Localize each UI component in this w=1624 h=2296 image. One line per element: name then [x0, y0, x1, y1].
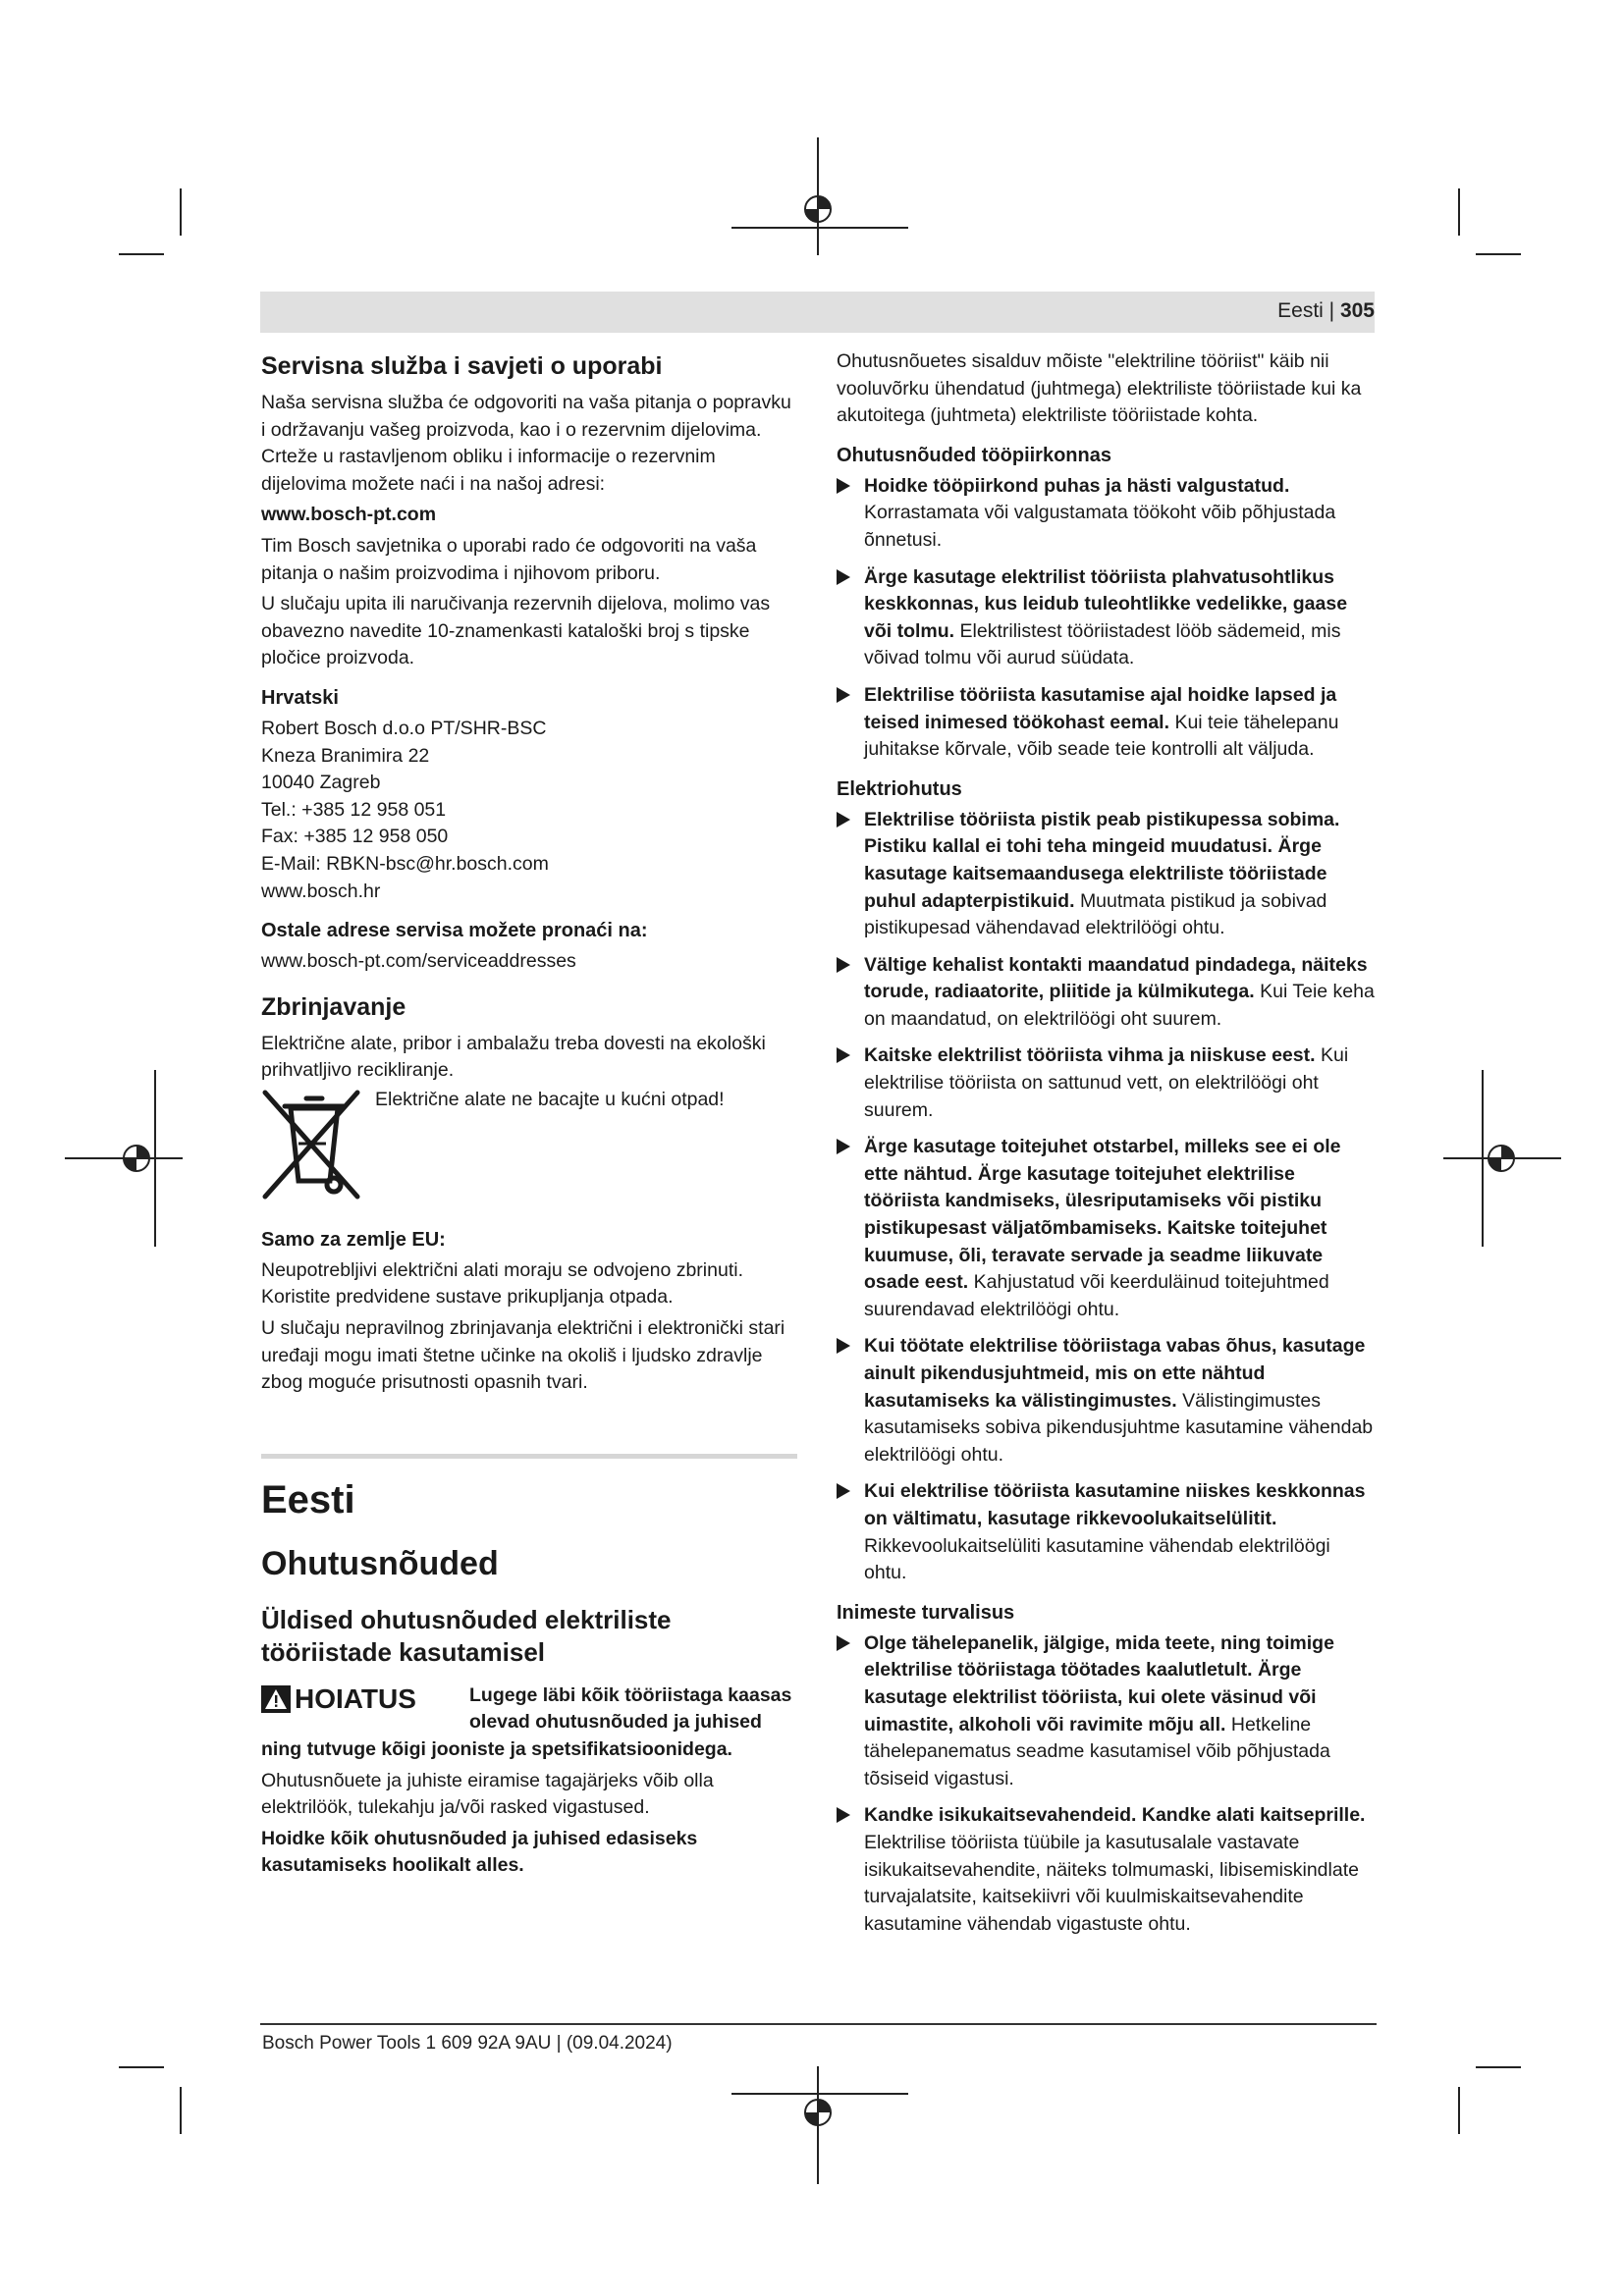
item-bold: Olge tähelepanelik, jälgige, mida teete, ning toimige elektrilise tööriistaga töötades kaalutletult. Ärge kasutage elektrilist tööriista, kui olete väsinud või uimastite, alkoholi või ravimite mõju all.	[864, 1631, 1334, 1735]
list-item	[837, 1478, 1375, 1586]
item-bold: Kandke isikukaitsevahendeid. Kandke alati kaitseprille.	[864, 1804, 1366, 1827]
item-bold: Ärge kasutage toitejuhet otstarbel, milleks see ei ole ette nähtud. Ärge kasutage toitejuhet elektrilise tööriista kandmiseks, ülesriputamiseks või pistiku pistikupesast väljatõmbamiseks. Kaitske toitejuhet kuumuse, õli, teravate servade ja seadme liikuvate osade eest.	[864, 1136, 1341, 1294]
footer-rule	[260, 2023, 1377, 2025]
item-bold: Kui elektrilise tööriista kasutamine niiskes keskkonnas on vältimatu, kasutage rikkevoolukaitselülitit.	[864, 1480, 1366, 1529]
item-bold: Elektrilise tööriista pistik peab pistikupessa sobima. Pistiku kallal ei tohi teha mingeid muudatusi. Ärge kasutage kaitsemaandusega elektriliste tööriistade puhul adapterpistikuid.	[864, 808, 1340, 912]
weee-text: Električne alate ne bacajte u kućni otpad!	[375, 1088, 725, 1110]
header-language: Eesti	[1277, 299, 1324, 322]
disposal-paragraph: Električne alate, pribor i ambalažu treba dovesti na ekološki prihvatljivo recikliranje.	[261, 1032, 766, 1082]
crop-mark	[1458, 2087, 1460, 2134]
work-area-list	[837, 473, 1375, 764]
item-text: Kui elektrilise tööriista on sattunud vett, on elektrilöögi oht suurem.	[864, 1044, 1349, 1121]
list-item	[837, 807, 1375, 942]
eu-paragraph: U slučaju nepravilnog zbrinjavanja električni i elektronički stari uređaji mogu imati štetne učinke na okoliš i ljudsko zdravlje zbog mogućе prisutnosti opasnih tvari.	[261, 1317, 785, 1394]
left-column	[261, 348, 797, 1884]
crop-mark	[1476, 2066, 1521, 2068]
item-bold: Kui töötate elektrilise tööriistaga vabas õhus, kasutage ainult pikendusjuhtmeid, mis on ette nähtud kasutamiseks ka välistingimustes.	[864, 1335, 1366, 1412]
service-title: Servisna služba i savjeti o uporabi	[261, 352, 663, 380]
bullet-triangle-icon	[837, 1483, 850, 1499]
electric-safety-list	[837, 807, 1375, 1587]
bullet-triangle-icon	[837, 1338, 850, 1354]
item-bold: Ärge kasutage elektrilist tööriista plahvatusohtlikus keskkonnas, kus leidub tuleohtlikke vedelikke, gaase või tolmu.	[864, 565, 1348, 642]
service-addresses-link[interactable]: www.bosch-pt.com/serviceaddresses	[261, 950, 576, 973]
item-text: Hetkeline tähelepanematus seadme kasutamisel võib põhjustada tõsiseid vigastusi.	[864, 1713, 1330, 1789]
bullet-triangle-icon	[837, 1635, 850, 1651]
page-header-bar	[260, 292, 1375, 333]
list-item	[837, 952, 1375, 1034]
address-line: Tel.: +385 12 958 051	[261, 798, 447, 821]
item-text: Muutmata pistikud ja sobivad pistikupesad vähendavad elektrilöögi ohtu.	[864, 889, 1327, 939]
crop-mark	[119, 2066, 164, 2068]
registration-mark-icon	[65, 1070, 183, 1247]
address-country: Hrvatski	[261, 686, 339, 709]
bullet-triangle-icon	[837, 478, 850, 494]
registration-mark-icon	[1443, 1070, 1561, 1247]
bullet-triangle-icon	[837, 957, 850, 973]
registration-mark-icon	[731, 2066, 908, 2184]
disposal-title: Zbrinjavanje	[261, 992, 406, 1021]
language-title: Eesti	[261, 1477, 355, 1522]
bullet-triangle-icon	[837, 1047, 850, 1063]
website-link[interactable]: www.bosch.hr	[261, 880, 381, 902]
safety-title: Ohutusnõuded	[261, 1544, 499, 1582]
address-line: Fax: +385 12 958 050	[261, 826, 449, 848]
item-text: Kui teie tähelepanu juhitakse kõrvale, võib seade teie kontrolli alt väljuda.	[864, 711, 1339, 761]
page-header: Eesti | 305	[1277, 299, 1375, 322]
item-text: Välistingimustes kasutamiseks sobiva pikendusjuhtme kasutamine vähendab elektrilöögi ohtu.	[864, 1389, 1374, 1466]
crop-mark	[180, 188, 182, 236]
item-bold: Kaitske elektrilist tööriista vihma ja niiskuse eest.	[864, 1044, 1316, 1067]
section-divider	[261, 1454, 797, 1459]
list-item	[837, 564, 1375, 672]
warning-label-text: HOIATUS	[295, 1682, 416, 1714]
item-text: Korrastamata või valgustamata töökoht võib põhjustada õnnetusi.	[864, 502, 1336, 551]
warning-bold-continuation: ning tutvuge kõigi jooniste ja spetsifikatsioonidega.	[261, 1738, 732, 1761]
item-text: Rikkevoolukaitselüliti kasutamine vähendab elektrilöögi ohtu.	[864, 1534, 1330, 1584]
list-item	[837, 1333, 1375, 1468]
list-item	[837, 1802, 1375, 1938]
crop-mark	[1458, 188, 1460, 236]
bullet-triangle-icon	[837, 569, 850, 585]
item-text: Elektrilise tööriista tüübile ja kasutusalale vastavate isikukaitsevahendite, näiteks tolmumaski, libisemiskindlate turvajalatsite, kaitsekiivri või kuulmiskaitsevahendite kasutamine vähendab vigastuste ohtu.	[864, 1831, 1359, 1935]
crop-mark	[180, 2087, 182, 2134]
eu-title: Samo za zemlje EU:	[261, 1228, 446, 1251]
list-item	[837, 1042, 1375, 1124]
bullet-triangle-icon	[837, 1139, 850, 1154]
warning-label	[261, 1682, 469, 1716]
service-paragraph: Tim Bosch savjetnika o uporabi rado će odgovoriti na vaša pitanja o našim proizvodima i njihovom priboru.	[261, 534, 757, 584]
bullet-triangle-icon	[837, 1807, 850, 1823]
service-paragraph: Naša servisna služba će odgovoriti na vaša pitanja o popravku i održavanju vašeg proizvoda, kao i o rezervnim dijelovima. Crteže u rastavljenom obliku i informacije o rezervnim dijelovima možete naći i na našoj adresi:	[261, 392, 791, 495]
email-link[interactable]: E-Mail: RBKN-bsc@hr.bosch.com	[261, 852, 549, 875]
item-bold: Vältige kehalist kontakti maandatud pindadega, näiteks torude, radiaatorite, pliitide ja külmikutega.	[864, 953, 1368, 1003]
personal-safety-title: Inimeste turvalisus	[837, 1601, 1015, 1624]
warning-text: Ohutusnõuete ja juhiste eiramise tagajärjeks võib olla elektrilöök, tulekahju ja/või rasked vigastused.	[261, 1769, 714, 1819]
bullet-triangle-icon	[837, 812, 850, 828]
item-bold: Hoidke tööpiirkond puhas ja hästi valgustatud.	[864, 474, 1290, 497]
right-column	[837, 348, 1375, 1948]
warning-row	[261, 1682, 797, 1736]
eu-paragraph: Neupotrebljivi električni alati moraju se odvojeno zbrinuti. Koristite predvidene sustave prikupljanja otpada.	[261, 1258, 743, 1308]
service-url-link[interactable]: www.bosch-pt.com	[261, 504, 437, 526]
work-area-title: Ohutusnõuded tööpiirkonnas	[837, 444, 1111, 466]
service-paragraph: U slučaju upita ili naručivanja rezervnih dijelova, molimo vas obavezno navedite 10-znamenkasti kataloški broj s tipske pločice proizvoda.	[261, 593, 771, 669]
crop-mark	[119, 253, 164, 255]
intro-paragraph: Ohutusnõuetes sisalduv mõiste "elektriline tööriist" käib nii vooluvõrku ühendatud (juhtmega) elektriliste tööriistade kui ka akutoitega (juhtmeta) elektriliste tööriistade kohta.	[837, 350, 1362, 427]
other-addresses-title: Ostale adrese servisa možete pronaći na:	[261, 920, 648, 942]
personal-safety-list	[837, 1630, 1375, 1939]
list-item	[837, 1630, 1375, 1793]
weee-row	[261, 1087, 797, 1202]
bullet-triangle-icon	[837, 687, 850, 703]
warning-bold-text: Lugege läbi kõik tööriistaga kaasas olevad ohutusnõuded ja juhised	[469, 1683, 792, 1734]
list-item	[837, 1134, 1375, 1323]
address-block	[261, 716, 797, 905]
address-line: 10040 Zagreb	[261, 772, 381, 794]
item-text: Kui Teie keha on maandatud, on elektrilöögi oht suurem.	[864, 981, 1375, 1030]
crossed-bin-icon	[261, 1087, 363, 1202]
warning-icon	[261, 1685, 291, 1713]
crop-mark	[1476, 253, 1521, 255]
page-number: 305	[1339, 299, 1375, 322]
address-line: Kneza Branimira 22	[261, 744, 430, 767]
item-text: Elektrilistest tööriistadest lööb sädemeid, mis võivad tolmu või aurud süüdata.	[864, 619, 1341, 669]
list-item	[837, 473, 1375, 555]
general-safety-title: Üldised ohutusnõuded elektriliste tööriistade kasutamisel	[261, 1604, 672, 1667]
address-line: Robert Bosch d.o.o PT/SHR-BSC	[261, 717, 547, 739]
item-bold: Elektrilise tööriista kasutamise ajal hoidke lapsed ja teised inimesed töökohast eemal.	[864, 683, 1337, 733]
page-footer: Bosch Power Tools 1 609 92A 9AU | (09.04.2024)	[262, 2033, 673, 2054]
electric-safety-title: Elektriohutus	[837, 777, 962, 800]
registration-mark-icon	[731, 137, 908, 255]
item-text: Kahjustatud või keerduläinud toitejuhtmed suurendavad elektrilöögi ohtu.	[864, 1271, 1329, 1320]
list-item	[837, 682, 1375, 764]
keep-instructions: Hoidke kõik ohutusnõuded ja juhised edasiseks kasutamiseks hoolikalt alles.	[261, 1827, 698, 1877]
